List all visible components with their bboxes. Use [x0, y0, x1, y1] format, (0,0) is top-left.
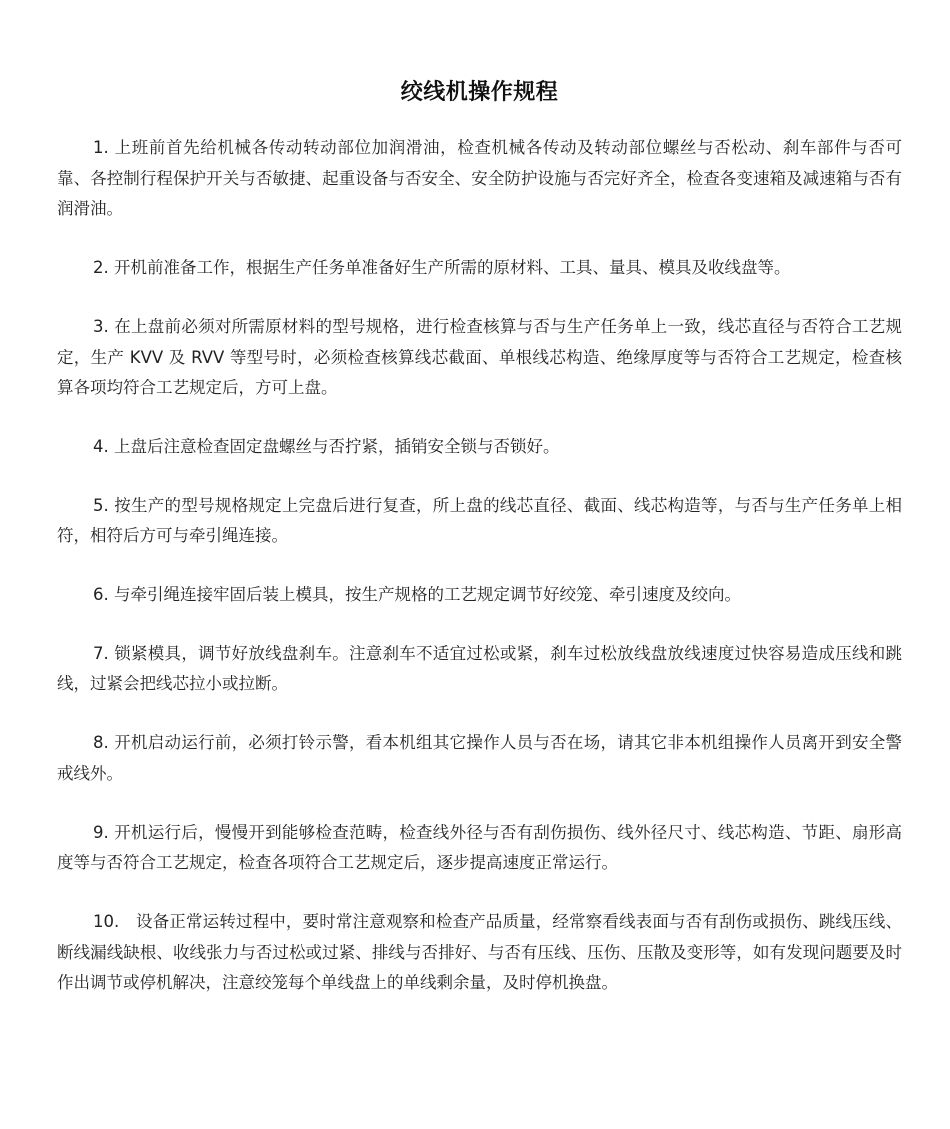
rule-item: 6. 与牵引绳连接牢固后装上模具，按生产规格的工艺规定调节好绞笼、牵引速度及绞向。	[93, 585, 741, 605]
rule-item: 7. 锁紧模具，调节好放线盘刹车。注意刹车不适宜过松或紧，刹车过松放线盘放线速度过快容易造成压线和跳线，过紧会把线芯拉小或拉断。	[57, 643, 902, 694]
rule-item: 5. 按生产的型号规格规定上完盘后进行复查，所上盘的线芯直径、截面、线芯构造等，与否与生产任务单上相符，相符后方可与牵引绳连接。	[57, 495, 902, 546]
document-title: 绞线机操作规程	[400, 80, 559, 105]
rule-item: 1. 上班前首先给机械各传动转动部位加润滑油，检查机械各传动及转动部位螺丝与否松动、刹车部件与否可靠、各控制行程保护开关与否敏捷、起重设备与否安全、安全防护设施与否完好齐全，检查各变速箱及减速箱与否有润滑油。	[57, 138, 902, 219]
rule-item: 9. 开机运行后，慢慢开到能够检查范畴，检查线外径与否有刮伤损伤、线外径尺寸、线芯构造、节距、扇形高度等与否符合工艺规定，检查各项符合工艺规定后，逐步提高速度正常运行。	[57, 822, 902, 873]
rule-item: 3. 在上盘前必须对所需原材料的型号规格，进行检查核算与否与生产任务单上一致，线芯直径与否符合工艺规定，生产 KVV 及 RVV 等型号时，必须检查核算线芯截面、单根线芯构造、绝缘厚度等与否符合工艺规定，检查核算各项均符合工艺规定后，方可上盘。	[57, 316, 902, 398]
rules-list	[57, 133, 902, 999]
rule-item: 2. 开机前准备工作，根据生产任务单准备好生产所需的原材料、工具、量具、模具及收线盘等。	[93, 258, 791, 278]
rule-item: 8. 开机启动运行前，必须打铃示警，看本机组其它操作人员与否在场，请其它非本机组操作人员离开到安全警戒线外。	[57, 733, 902, 783]
rule-item: 4. 上盘后注意检查固定盘螺丝与否拧紧，插销安全锁与否锁好。	[93, 436, 560, 456]
rule-item: 10. 设备正常运转过程中，要时常注意观察和检查产品质量，经常察看线表面与否有刮伤或损伤、跳线压线、断线漏线缺根、收线张力与否过松或过紧、排线与否排好、与否有压线、压伤、压散及变形等，如有发现问题要及时作出调节或停机解决，注意绞笼每个单线盘上的单线剩余量，及时停机换盘。	[57, 911, 902, 993]
